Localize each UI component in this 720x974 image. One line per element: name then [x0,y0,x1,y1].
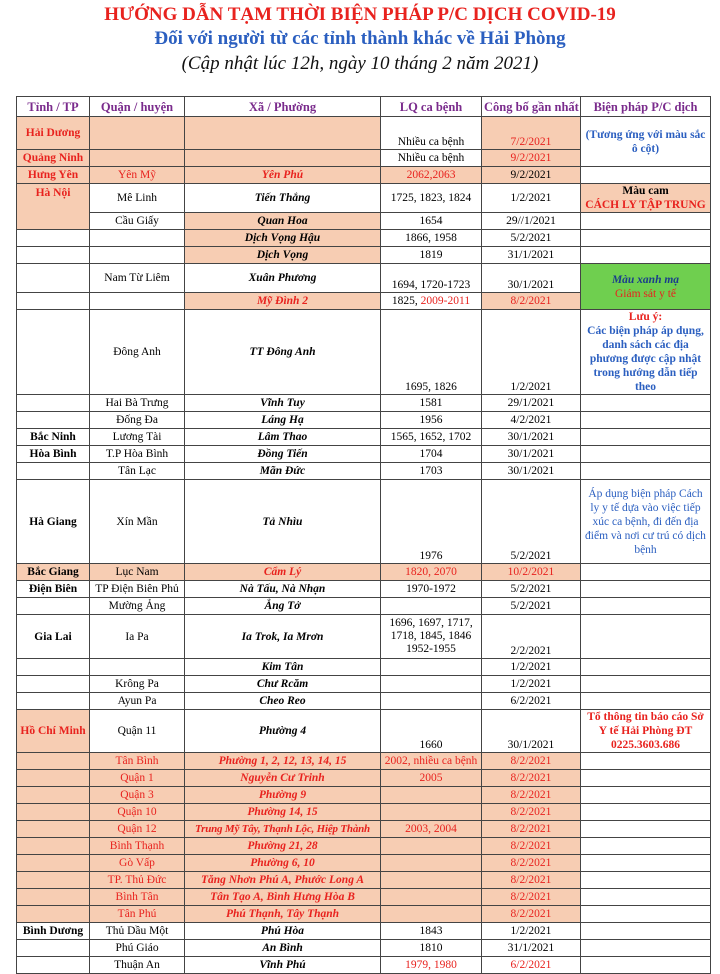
ward-cell: Nguyễn Cư Trinh [185,770,381,787]
measure-cell-empty [581,940,711,957]
province-cell [17,804,90,821]
table-row [17,753,711,770]
province-cell [17,395,90,412]
cases-cell: 1976 [381,480,482,564]
cases-cell: 1704 [381,446,482,463]
district-cell: Bình Tân [90,889,185,906]
ward-cell: Tân Tạo A, Bình Hưng Hòa B [185,889,381,906]
date-cell: 8/2/2021 [482,753,581,770]
district-cell: Quận 12 [90,821,185,838]
province-cell [17,957,90,974]
ward-cell: TT Đông Anh [185,310,381,395]
table-row [17,480,711,564]
date-cell: 30/1/2021 [482,264,581,293]
province-cell: Hà Giang [17,480,90,564]
ward-cell: Xuân Phương [185,264,381,293]
table-row [17,889,711,906]
date-cell: 8/2/2021 [482,821,581,838]
date-cell: 31/1/2021 [482,940,581,957]
measure-monitoring-color: Màu xanh mạ [611,273,680,286]
cases-cell [381,872,482,889]
measure-cell-empty [581,429,711,446]
district-cell [90,117,185,150]
date-cell: 8/2/2021 [482,838,581,855]
province-cell: Hòa Bình [17,446,90,463]
measure-cell-empty [581,581,711,598]
ward-cell: Lâm Thao [185,429,381,446]
cases-cell: 2002, nhiều ca bệnh [381,753,482,770]
cases-part: 1825, [391,295,421,307]
measure-cell-empty [581,446,711,463]
cases-cell: 1725, 1823, 1824 [381,184,482,213]
cases-cell: Nhiều ca bệnh [381,117,482,150]
measure-cell-empty [581,564,711,581]
table-row [17,940,711,957]
cases-cell: 1820, 2070 [381,564,482,581]
cases-cell: 1565, 1652, 1702 [381,429,482,446]
district-cell: Lục Nam [90,564,185,581]
province-cell [17,463,90,480]
table-row [17,957,711,974]
district-cell: Ia Pa [90,615,185,659]
cases-cell: 2005 [381,770,482,787]
table-row [17,230,711,247]
date-cell: 5/2/2021 [482,480,581,564]
district-cell: Quận 1 [90,770,185,787]
cases-cell [381,676,482,693]
date-cell: 1/2/2021 [482,923,581,940]
cases-cell: 1843 [381,923,482,940]
district-cell [90,150,185,167]
ward-cell: Phường 1, 2, 12, 13, 14, 15 [185,753,381,770]
table-row [17,855,711,872]
measure-cell-empty [581,213,711,230]
province-cell [17,230,90,247]
district-cell: Đống Đa [90,412,185,429]
ward-cell: Phú Hòa [185,923,381,940]
ward-cell: Cheo Reo [185,693,381,710]
district-cell: Đông Anh [90,310,185,395]
province-cell: Hải Dương [17,117,90,150]
date-cell: 8/2/2021 [482,770,581,787]
ward-cell: Tăng Nhơn Phú A, Phước Long A [185,872,381,889]
table-row [17,872,711,889]
measure-cell-empty [581,804,711,821]
ward-cell: Chư Rcăm [185,676,381,693]
ward-cell: Mỹ Đình 2 [185,293,381,310]
cases-cell: 1956 [381,412,482,429]
district-cell: T.P Hòa Bình [90,446,185,463]
table-row [17,446,711,463]
date-cell: 6/2/2021 [482,693,581,710]
date-cell: 30/1/2021 [482,429,581,446]
district-cell: Phú Giáo [90,940,185,957]
cases-cell [381,889,482,906]
table-row [17,615,711,659]
date-cell: 9/2/2021 [482,150,581,167]
ward-cell: Mãn Đức [185,463,381,480]
cases-cell: 2062,2063 [381,167,482,184]
ward-cell [185,117,381,150]
table-row [17,264,711,293]
cases-cell: 1810 [381,940,482,957]
date-cell: 8/2/2021 [482,293,581,310]
measure-cell-empty [581,957,711,974]
measure-cell-empty [581,906,711,923]
ward-cell: Dịch Vọng [185,247,381,264]
measure-quarantine [581,184,711,213]
measure-note [581,310,711,395]
district-cell: Quận 3 [90,787,185,804]
cases-part-new: 2009-2011 [420,295,471,307]
cases-cell [381,787,482,804]
district-cell: Thuận An [90,957,185,974]
cases-cell: 1703 [381,463,482,480]
date-cell: 8/2/2021 [482,787,581,804]
measure-cell-empty [581,676,711,693]
date-cell: 30/1/2021 [482,463,581,480]
measure-medical-isolation: Áp dụng biện pháp Cách ly y tế dựa vào việc tiếp xúc ca bệnh, đi đến địa điểm và nơi cư trú có dịch bệnh [581,480,711,564]
district-cell: Ayun Pa [90,693,185,710]
table-row [17,693,711,710]
measure-cell-empty [581,872,711,889]
table-row [17,838,711,855]
date-cell: 2/2/2021 [482,615,581,659]
table-row [17,247,711,264]
province-cell [17,247,90,264]
district-cell: Tân Bình [90,753,185,770]
table-row [17,770,711,787]
cases-cell: 2003, 2004 [381,821,482,838]
province-cell: Hà Nội [17,184,90,230]
province-cell: Quảng Ninh [17,150,90,167]
measure-cell-empty [581,395,711,412]
province-cell [17,838,90,855]
date-cell: 30/1/2021 [482,710,581,753]
province-cell [17,659,90,676]
cases-cell [381,293,482,310]
province-cell [17,855,90,872]
update-time: (Cập nhật lúc 12h, ngày 10 tháng 2 năm 2021) [181,53,539,74]
ward-cell: Phường 14, 15 [185,804,381,821]
document-header [0,0,720,77]
cases-line: 1696, 1697, 1717, [389,617,473,629]
measure-cell-empty [581,412,711,429]
col-header-district: Quận / huyện [90,97,185,117]
ward-cell: Yên Phú [185,167,381,184]
province-cell [17,264,90,293]
district-cell: TP Điện Biên Phủ [90,581,185,598]
table-row [17,659,711,676]
cases-line: 1952-1955 [406,643,456,655]
measure-cell-empty [581,598,711,615]
ward-cell: Phú Thạnh, Tây Thạnh [185,906,381,923]
province-cell: Bình Dương [17,923,90,940]
ward-cell: Tiến Thắng [185,184,381,213]
date-cell: 29//1/2021 [482,213,581,230]
cases-line: 1718, 1845, 1846 [390,630,472,642]
district-cell: Yên Mỹ [90,167,185,184]
measure-cell-empty [581,167,711,184]
district-cell: Quận 11 [90,710,185,753]
measure-cell-empty [581,889,711,906]
covid-measures-table [16,96,711,974]
ward-cell: Vĩnh Phú [185,957,381,974]
cases-cell [381,838,482,855]
measure-cell-empty [581,838,711,855]
province-cell [17,770,90,787]
date-cell: 8/2/2021 [482,804,581,821]
province-cell [17,412,90,429]
province-cell [17,310,90,395]
cases-cell: 1979, 1980 [381,957,482,974]
table-row [17,412,711,429]
district-cell [90,659,185,676]
cases-cell: 1866, 1958 [381,230,482,247]
date-cell: 5/2/2021 [482,230,581,247]
district-cell [90,293,185,310]
cases-cell: 1654 [381,213,482,230]
measure-cell-empty [581,659,711,676]
district-cell: Cầu Giấy [90,213,185,230]
district-cell: Tân Phú [90,906,185,923]
province-cell [17,906,90,923]
measure-cell-empty [581,770,711,787]
measure-cell-empty [581,230,711,247]
date-cell: 6/2/2021 [482,957,581,974]
table-row [17,676,711,693]
date-cell: 7/2/2021 [482,117,581,150]
date-cell: 31/1/2021 [482,247,581,264]
col-header-date: Công bố gần nhất [482,97,581,117]
table-header-row [17,97,711,117]
province-cell [17,872,90,889]
province-cell [17,889,90,906]
measure-cell-empty [581,753,711,770]
cases-cell [381,615,482,659]
ward-cell: Quan Hoa [185,213,381,230]
ward-cell: Tả Nhìu [185,480,381,564]
cases-cell [381,855,482,872]
province-cell: Điện Biên [17,581,90,598]
cases-cell [381,906,482,923]
measure-monitoring-label: Giám sát y tế [615,287,676,300]
date-cell: 8/2/2021 [482,872,581,889]
ward-cell: Phường 4 [185,710,381,753]
province-cell: Bắc Ninh [17,429,90,446]
table-row [17,463,711,480]
document-subtitle: Đối với người từ các tỉnh thành khác về Hải Phòng [154,28,566,49]
cases-cell [381,598,482,615]
cases-cell: 1581 [381,395,482,412]
ward-cell [185,150,381,167]
district-cell: Lương Tài [90,429,185,446]
table-row [17,710,711,753]
ward-cell: Đồng Tiến [185,446,381,463]
province-cell [17,293,90,310]
district-cell: Tân Lạc [90,463,185,480]
district-cell [90,247,185,264]
measure-monitoring [581,264,711,310]
table-row [17,167,711,184]
table-row [17,429,711,446]
ward-cell: Phường 6, 10 [185,855,381,872]
ward-cell: Phường 21, 28 [185,838,381,855]
province-cell [17,787,90,804]
district-cell: Thủ Dầu Một [90,923,185,940]
date-cell: 9/2/2021 [482,167,581,184]
ward-cell: Vĩnh Tuy [185,395,381,412]
province-cell [17,753,90,770]
col-header-ward: Xã / Phường [185,97,381,117]
measure-contact-info: Tổ thông tin báo cáo Sở Y tế Hải Phòng ĐT 0225.3603.686 [581,710,711,753]
date-cell: 1/2/2021 [482,184,581,213]
province-cell [17,693,90,710]
cases-cell [381,804,482,821]
table-row [17,310,711,395]
note-body: Các biện pháp áp dụng, danh sách các địa phương được cập nhật trong hướng dẫn tiếp theo [587,325,704,393]
ward-cell: Láng Hạ [185,412,381,429]
district-cell: Mê Linh [90,184,185,213]
document-title: HƯỚNG DẪN TẠM THỜI BIỆN PHÁP P/C DỊCH COVID-19 [104,4,616,25]
measure-cell-empty [581,463,711,480]
cases-cell: 1660 [381,710,482,753]
ward-cell: Dịch Vọng Hậu [185,230,381,247]
province-cell [17,598,90,615]
cases-cell: Nhiều ca bệnh [381,150,482,167]
table-row [17,804,711,821]
date-cell: 1/2/2021 [482,310,581,395]
col-header-cases: LQ ca bệnh [381,97,482,117]
measure-note-color: (Tương ứng với màu sắc ô cột) [581,117,711,167]
province-cell: Bắc Giang [17,564,90,581]
district-cell: Nam Từ Liêm [90,264,185,293]
date-cell: 1/2/2021 [482,659,581,676]
measure-cell-empty [581,693,711,710]
note-title: Lưu ý: [628,311,663,323]
cases-cell [381,693,482,710]
district-cell [90,230,185,247]
table-row [17,564,711,581]
measure-cell-empty [581,923,711,940]
date-cell: 8/2/2021 [482,906,581,923]
date-cell: 5/2/2021 [482,581,581,598]
measure-cell-empty [581,821,711,838]
table-row [17,598,711,615]
cases-cell: 1695, 1826 [381,310,482,395]
date-cell: 29/1/2021 [482,395,581,412]
cases-cell: 1694, 1720-1723 [381,264,482,293]
measure-cell-empty [581,615,711,659]
date-cell: 8/2/2021 [482,855,581,872]
date-cell: 10/2/2021 [482,564,581,581]
table-row [17,923,711,940]
district-cell: TP. Thủ Đức [90,872,185,889]
cases-cell [381,659,482,676]
province-cell [17,940,90,957]
province-cell: Gia Lai [17,615,90,659]
ward-cell: Kim Tân [185,659,381,676]
cases-cell: 1819 [381,247,482,264]
col-header-measure: Biện pháp P/C dịch [581,97,711,117]
table-row [17,787,711,804]
date-cell: 5/2/2021 [482,598,581,615]
district-cell: Hai Bà Trưng [90,395,185,412]
measure-quarantine-label: CÁCH LY TẬP TRUNG [585,199,706,211]
date-cell: 30/1/2021 [482,446,581,463]
district-cell: Gò Vấp [90,855,185,872]
cases-cell: 1970-1972 [381,581,482,598]
table-row [17,395,711,412]
measure-cell-empty [581,787,711,804]
ward-cell: Ia Trok, Ia Mrơn [185,615,381,659]
ward-cell: An Bình [185,940,381,957]
ward-cell: Nà Tấu, Nà Nhạn [185,581,381,598]
ward-cell: Trung Mỹ Tây, Thạnh Lộc, Hiệp Thành [185,821,381,838]
measure-cell-empty [581,247,711,264]
province-cell: Hưng Yên [17,167,90,184]
district-cell: Bình Thạnh [90,838,185,855]
table-row [17,184,711,213]
district-cell: Krông Pa [90,676,185,693]
district-cell: Quận 10 [90,804,185,821]
col-header-province: Tỉnh / TP [17,97,90,117]
district-cell: Mường Ảng [90,598,185,615]
table-row [17,906,711,923]
date-cell: 4/2/2021 [482,412,581,429]
province-cell [17,676,90,693]
district-cell: Xín Mần [90,480,185,564]
table-row [17,581,711,598]
measure-cell-empty [581,855,711,872]
table-row [17,213,711,230]
date-cell: 1/2/2021 [482,676,581,693]
ward-cell: Phường 9 [185,787,381,804]
table-row [17,117,711,150]
province-cell [17,821,90,838]
ward-cell: Cẩm Lý [185,564,381,581]
date-cell: 8/2/2021 [482,889,581,906]
province-cell: Hồ Chí Minh [17,710,90,753]
measure-quarantine-color: Màu cam [622,185,669,197]
ward-cell: Ẳng Tở [185,598,381,615]
table-row [17,821,711,838]
